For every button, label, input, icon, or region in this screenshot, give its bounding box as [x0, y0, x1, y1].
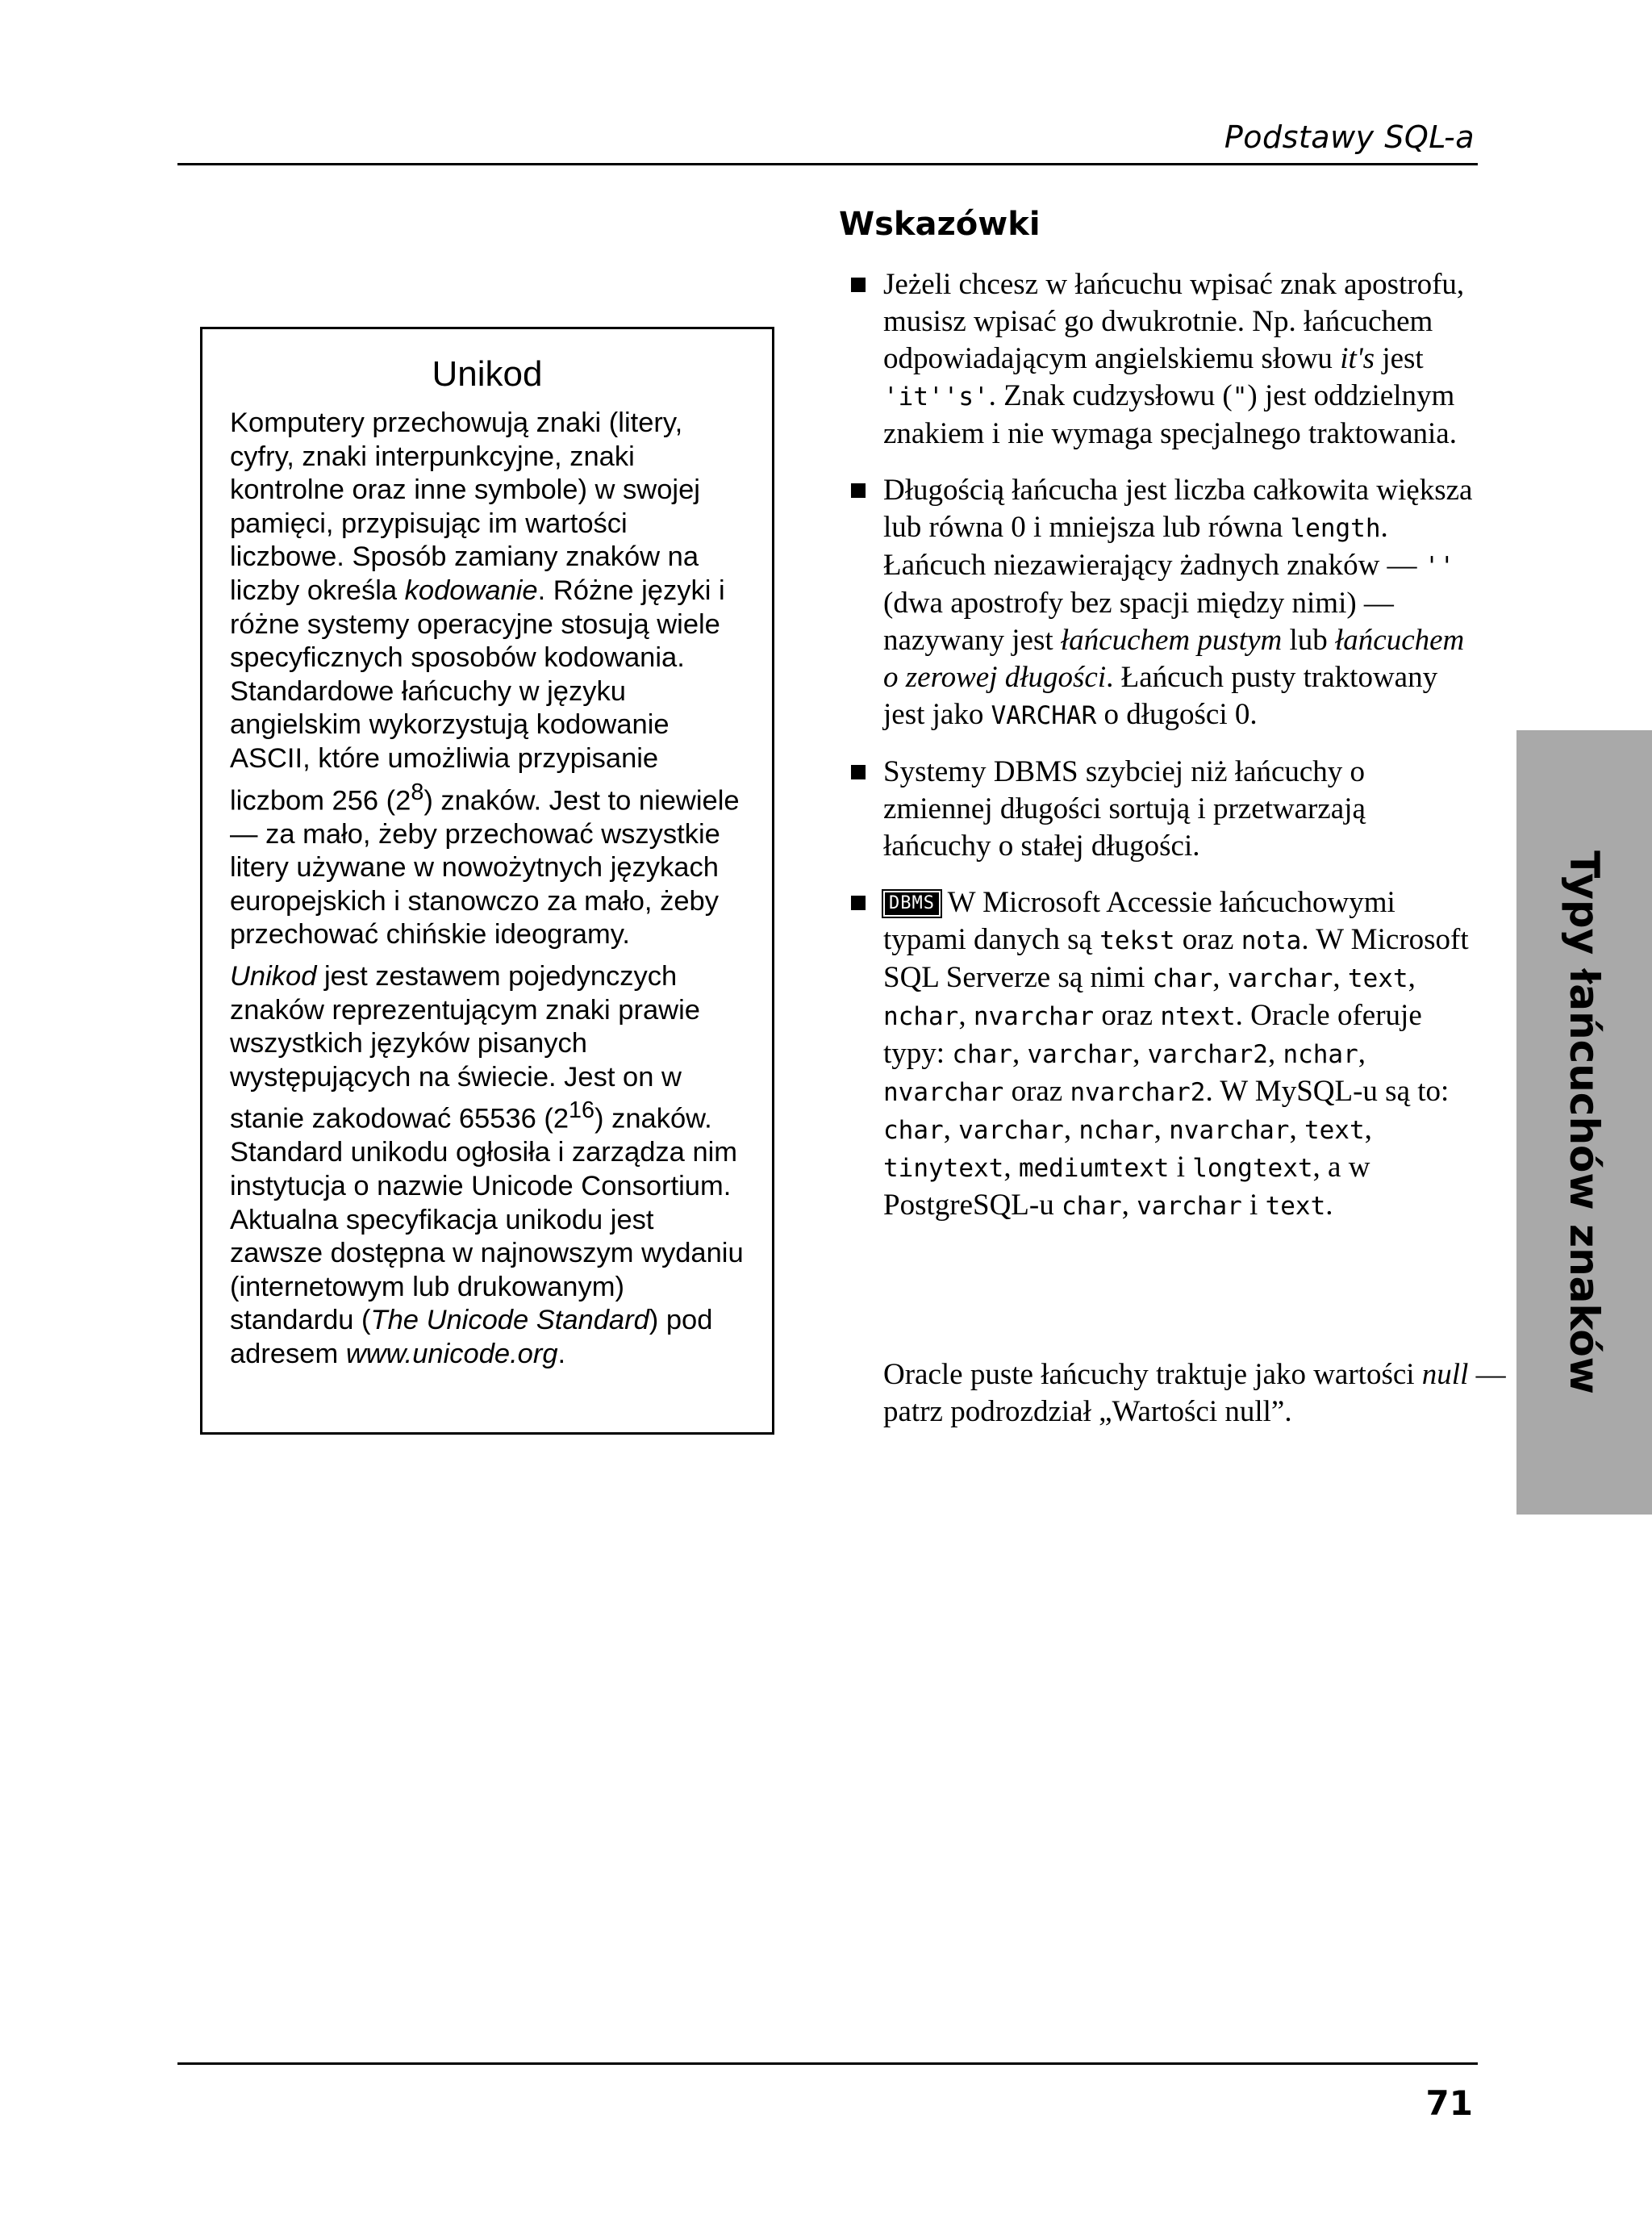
code: ntext — [1160, 1002, 1236, 1031]
code: char — [883, 1116, 944, 1145]
text: o długości 0. — [1096, 698, 1258, 731]
code: text — [1265, 1192, 1326, 1221]
header-rule — [177, 163, 1478, 165]
text: , a w PostgreSQL-u — [883, 1151, 1370, 1222]
code: VARCHAR — [991, 701, 1097, 730]
tip-item — [851, 884, 1480, 1225]
text: — patrz podrozdział „Wartości null”. — [883, 1358, 1506, 1428]
text: , — [1333, 961, 1348, 994]
code: length — [1290, 514, 1381, 543]
tip-extra-paragraph — [851, 1356, 1512, 1431]
text: , — [1267, 1037, 1283, 1070]
text: i — [1169, 1151, 1193, 1184]
footer-rule — [177, 2062, 1478, 2065]
text: ) znaków. Jest to niewiele — za mało, żeby przechować wszystkie litery używane w nowożytnych językach europejskich i stanowczo za mało, żeby przechować chińskie ideogramy. — [230, 785, 740, 951]
code: varchar — [1227, 964, 1333, 993]
text: ) znaków. Standard unikodu ogłosiła i zarządza nim instytucja o nazwie Unicode Consortium. Aktualna specyfikacja unikodu jest zawsze dostępna w najnowszym wydaniu (internetowym lub drukowanym) standardu ( — [230, 1103, 744, 1336]
code: varchar — [1137, 1192, 1242, 1221]
text: . Oracle oferuje typy: — [883, 999, 1422, 1070]
superscript: 8 — [411, 779, 424, 805]
text: , — [1212, 961, 1228, 994]
unikod-sidebar — [200, 327, 774, 1435]
text: , — [1133, 1037, 1148, 1070]
sidebar-title: Unikod — [432, 354, 543, 394]
sidebar-paragraph-2 — [230, 960, 745, 1372]
tip-item — [851, 266, 1480, 453]
code: text — [1347, 964, 1408, 993]
emphasis: null — [1421, 1358, 1469, 1391]
code: char — [1061, 1192, 1122, 1221]
text: Długością łańcucha jest liczba całkowita większa lub równa 0 i mniejsza lub równa — [883, 474, 1473, 544]
text: . W MySQL-u są to: — [1205, 1075, 1450, 1108]
text: , — [958, 999, 974, 1032]
text: oraz — [1174, 923, 1241, 956]
code: char — [1152, 964, 1213, 993]
tips-list — [851, 266, 1480, 1244]
text: , — [1153, 1113, 1170, 1146]
text: oraz — [1094, 999, 1161, 1032]
text: , — [1408, 961, 1416, 994]
text: jest zestawem pojedynczych znaków reprezentującym znaki prawie wszystkich języków pisanych występujących na świecie. Jest on w stanie zakodować 65536 (2 — [230, 961, 700, 1134]
code: nchar — [1078, 1116, 1154, 1145]
code: nchar — [883, 1002, 959, 1031]
emphasis: łańcuchem o zerowej długości — [883, 624, 1465, 694]
emphasis: kodowanie — [404, 575, 538, 606]
text: . Łańcuch pusty traktowany jest jako — [883, 661, 1438, 731]
square-bullet-icon — [851, 278, 866, 292]
text: . W Microsoft SQL Serverze są nimi — [883, 923, 1469, 994]
tip-item — [851, 472, 1480, 734]
text: . — [557, 1339, 566, 1370]
code: nvarchar — [1169, 1116, 1290, 1145]
emphasis: www.unicode.org — [345, 1339, 558, 1370]
square-bullet-icon — [851, 483, 866, 498]
text: Systemy DBMS szybciej niż łańcuchy o zmiennej długości sortują i przetwarzają łańcuchy o stałej długości. — [883, 755, 1366, 863]
code: varchar2 — [1147, 1040, 1268, 1069]
sidebar-paragraph-1 — [230, 407, 745, 952]
text: Jeżeli chcesz w łańcuchu wpisać znak apostrofu, musisz wpisać go dwukrotnie. Np. łańcuchem odpowiadającym angielskiemu słowu — [883, 268, 1465, 375]
tips-heading: Wskazówki — [839, 206, 1041, 243]
code: char — [952, 1040, 1012, 1069]
text: (dwa apostrofy bez spacji między nimi) — nazywany jest — [883, 587, 1394, 657]
code: nota — [1241, 926, 1302, 955]
text: , — [1121, 1189, 1137, 1222]
code: nvarchar — [973, 1002, 1095, 1031]
text: , — [1063, 1113, 1079, 1146]
superscript: 16 — [569, 1097, 595, 1124]
text: Oracle puste łańcuchy traktuje jako wartości — [883, 1358, 1422, 1391]
code: varchar — [958, 1116, 1064, 1145]
text: . Łańcuch niezawierający żadnych znaków — — [883, 511, 1425, 582]
text: oraz — [1003, 1075, 1070, 1108]
emphasis: Unikod — [230, 961, 317, 992]
code: tinytext — [883, 1154, 1004, 1183]
text: lub — [1282, 624, 1335, 657]
text: Komputery przechowują znaki (litery, cyfry, znaki interpunkcyjne, znaki kontrolne oraz inne symbole) w swojej pamięci, przypisując im wartości liczbowe. Sposób zamiany znaków na liczby określa — [230, 407, 700, 606]
running-header: Podstawy SQL-a — [1224, 119, 1475, 155]
side-tab-label: Typy łańcuchów znaków — [1561, 850, 1608, 1394]
text: . Różne języki i różne systemy operacyjne stosują wiele specyficznych sposobów kodowania. Standardowe łańcuchy w języku angielskim wykorzystują kodowanie ASCII, które umożliwia przypisanie liczbom 256 (2 — [230, 575, 725, 817]
emphasis: łańcuchem pustym — [1060, 624, 1283, 657]
code: 'it''s' — [883, 382, 989, 412]
text: i — [1241, 1189, 1266, 1222]
text: , — [1289, 1113, 1304, 1146]
code: varchar — [1027, 1040, 1133, 1069]
code: nvarchar2 — [1070, 1078, 1206, 1107]
text: W Microsoft Accessie łańcuchowymi typami danych są — [883, 886, 1395, 956]
text: . — [1325, 1189, 1333, 1222]
emphasis: it's — [1340, 342, 1375, 375]
text: jest — [1375, 342, 1424, 375]
code: " — [1232, 382, 1248, 412]
text: , — [1003, 1151, 1019, 1184]
text: , — [943, 1113, 959, 1146]
text: ) jest oddzielnym znakiem i nie wymaga specjalnego traktowania. — [883, 379, 1457, 450]
code: tekst — [1099, 926, 1175, 955]
code: text — [1304, 1116, 1365, 1145]
text: , — [1358, 1037, 1366, 1070]
dbms-badge-icon: DBMS — [883, 891, 941, 917]
text: , — [1364, 1113, 1372, 1146]
text: . Znak cudzysłowu ( — [988, 379, 1233, 412]
code: nvarchar — [883, 1078, 1004, 1107]
code: mediumtext — [1018, 1154, 1170, 1183]
text: , — [1012, 1037, 1028, 1070]
code: nchar — [1283, 1040, 1358, 1069]
tip-item — [851, 754, 1480, 865]
page-number: 71 — [1425, 2083, 1473, 2123]
square-bullet-icon — [851, 896, 866, 910]
emphasis: The Unicode Standard — [370, 1305, 649, 1336]
code: '' — [1424, 552, 1455, 581]
code: longtext — [1192, 1154, 1313, 1183]
text: ) pod adresem — [230, 1305, 713, 1370]
square-bullet-icon — [851, 765, 866, 779]
